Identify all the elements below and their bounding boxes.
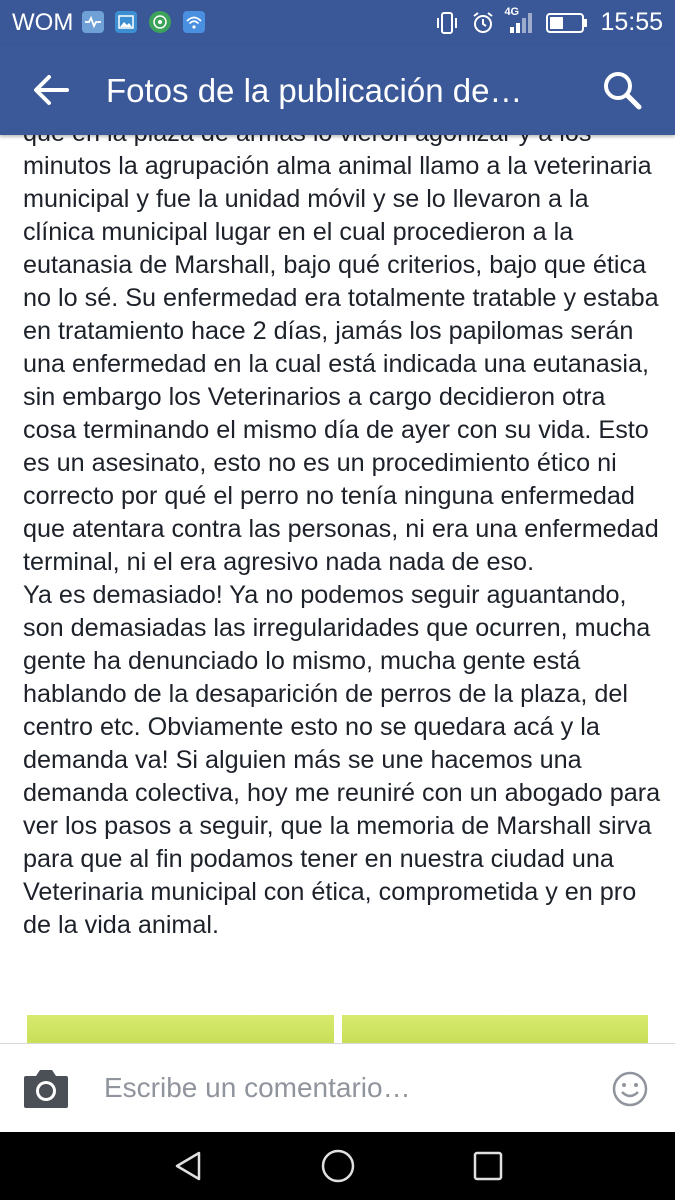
status-bar (0, 0, 675, 45)
signal-icon (504, 5, 536, 36)
vibrate-icon (434, 10, 460, 36)
gallery-icon (115, 11, 137, 33)
arrow-left-icon (33, 74, 69, 106)
search-icon (602, 70, 642, 110)
navigation-bar (0, 1132, 675, 1200)
page-title: Fotos de la publicación de… (106, 72, 523, 109)
post-text: minutos la agrupación alma animal llamo a la veterinaria municipal y fue la unidad móvil y se lo llevaron a la clínica municipal lugar en el cual procedieron a la eutanasia de Marshall, bajo qué criterios, bajo que ética no lo sé. Su enfermedad era totalmente tratable y estaba en tratamiento hace 2 días, jamás los papilomas serán una enfermedad en la cual está indicada una eutanasia, sin embargo los Veterinarios a cargo decidieron otra cosa terminando el mismo día de ayer con su vida. Esto es un asesinato, esto no es un procedimiento ético ni correcto por qué el perro no tenía ninguna enfermedad que atentara contra las personas, ni era una enfermedad terminal, ni el era agresivo nada nada de eso. Ya es demasiado! Ya no podemos seguir aguantando, son demasiadas las irregularidades que ocurren, mucha gente ha denunciado lo mismo, mucha gente está hablando de la desaparición de perros de la plaza, del centro etc. Obviamente esto no se quedara acá y la demanda va! Si alguien más se une hacemos una demanda colectiva, hoy me reuniré con un abogado para ver los pasos a seguir, que la memoria de Marshall sirva para que al fin podamos tener en nuestra ciudad una Veterinaria municipal con ética, comprometida y en pro de la vida animal. (23, 152, 661, 939)
comment-input[interactable] (104, 1066, 584, 1110)
alarm-icon (470, 10, 496, 36)
comment-bar (0, 1043, 675, 1133)
clock: 15:55 (600, 8, 663, 36)
status-icons (424, 0, 663, 45)
back-button[interactable] (28, 67, 74, 113)
carrier-label: WOM (12, 9, 74, 36)
emoji-icon (611, 1070, 649, 1108)
nav-back-icon (171, 1149, 205, 1183)
nav-home-button[interactable] (320, 1148, 356, 1184)
photo-thumbnail[interactable] (342, 1015, 648, 1043)
search-button[interactable] (599, 67, 645, 113)
camera-button[interactable] (22, 1066, 70, 1110)
battery-icon (546, 11, 588, 35)
photo-strip (0, 1015, 675, 1043)
emoji-button[interactable] (611, 1070, 649, 1108)
heart-rate-icon (82, 11, 104, 33)
wifi-icon (183, 11, 205, 33)
nav-home-icon (320, 1148, 356, 1184)
nav-recents-button[interactable] (470, 1148, 506, 1184)
nav-back-button[interactable] (170, 1148, 206, 1184)
camera-icon (22, 1066, 70, 1110)
photo-thumbnail[interactable] (27, 1015, 334, 1043)
post-body (0, 135, 675, 1015)
nav-recents-icon (472, 1150, 504, 1182)
app-bar (0, 45, 675, 135)
whatsapp-icon (149, 11, 171, 33)
network-label: 4G (504, 5, 520, 18)
